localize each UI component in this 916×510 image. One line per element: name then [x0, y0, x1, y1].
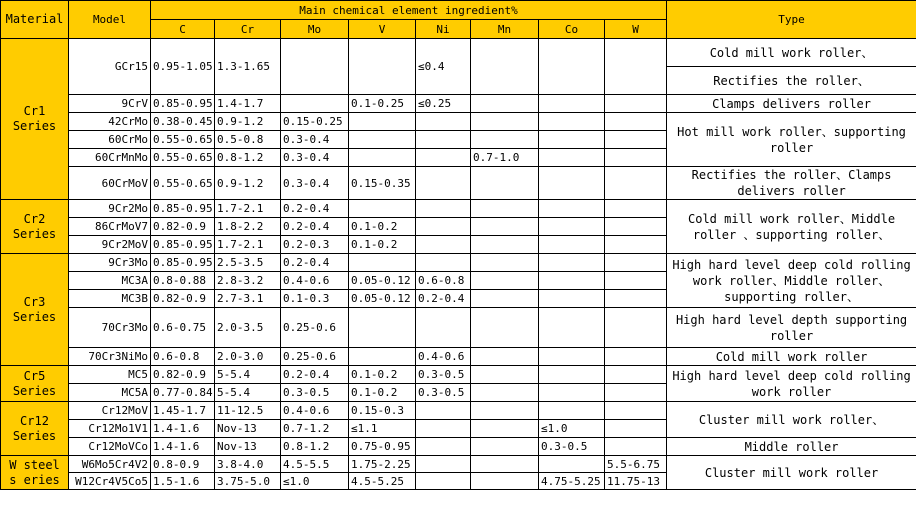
value-cell [471, 290, 539, 308]
value-cell: 0.2-0.4 [416, 290, 471, 308]
value-cell [539, 348, 605, 366]
value-cell [471, 272, 539, 290]
model-cell: 42CrMo [69, 113, 151, 131]
value-cell: 0.3-0.5 [416, 384, 471, 402]
value-cell [539, 200, 605, 218]
value-cell [416, 438, 471, 456]
type-cell: Rectifies the roller、Clamps delivers roller [667, 167, 916, 200]
value-cell [539, 272, 605, 290]
value-cell [471, 366, 539, 384]
value-cell [539, 366, 605, 384]
model-cell: 60CrMoV [69, 167, 151, 200]
value-cell: 0.05-0.12 [349, 272, 416, 290]
value-cell: 0.55-0.65 [151, 131, 215, 149]
value-cell [416, 113, 471, 131]
value-cell: 0.4-0.6 [416, 348, 471, 366]
value-cell: 0.82-0.9 [151, 218, 215, 236]
header-element: C [151, 20, 215, 39]
value-cell: ≤0.4 [416, 39, 471, 95]
value-cell: 0.3-0.4 [281, 149, 349, 167]
model-cell: 70Cr3NiMo [69, 348, 151, 366]
table-row [1, 113, 916, 131]
header-material: Material [1, 1, 69, 39]
table-row [1, 456, 916, 473]
value-cell [471, 39, 539, 95]
table-row [1, 95, 916, 113]
table-row [1, 254, 916, 272]
model-cell: MC5 [69, 366, 151, 384]
value-cell: ≤1.0 [281, 473, 349, 490]
model-cell: Cr12MoVCo [69, 438, 151, 456]
value-cell: 0.15-0.25 [281, 113, 349, 131]
value-cell: 0.2-0.4 [281, 218, 349, 236]
value-cell: 1.8-2.2 [215, 218, 281, 236]
value-cell: 0.2-0.3 [281, 236, 349, 254]
value-cell [471, 348, 539, 366]
value-cell: 0.3-0.4 [281, 167, 349, 200]
value-cell: 1.75-2.25 [349, 456, 416, 473]
value-cell [605, 348, 667, 366]
value-cell: 0.7-1.2 [281, 420, 349, 438]
material-label: Cr2 Series [1, 200, 69, 254]
value-cell: 0.5-0.8 [215, 131, 281, 149]
header-element: Cr [215, 20, 281, 39]
value-cell: 1.4-1.6 [151, 420, 215, 438]
value-cell: 3.75-5.0 [215, 473, 281, 490]
value-cell: 0.9-1.2 [215, 113, 281, 131]
value-cell: ≤0.25 [416, 95, 471, 113]
value-cell [416, 200, 471, 218]
model-cell: 86CrMoV7 [69, 218, 151, 236]
value-cell: 0.25-0.6 [281, 348, 349, 366]
value-cell [416, 420, 471, 438]
value-cell [605, 95, 667, 113]
header-element: Ni [416, 20, 471, 39]
header-element: W [605, 20, 667, 39]
header-element: Mn [471, 20, 539, 39]
value-cell [471, 438, 539, 456]
value-cell: 0.8-0.88 [151, 272, 215, 290]
value-cell [416, 308, 471, 348]
model-cell: Cr12MoV [69, 402, 151, 420]
value-cell: 0.8-1.2 [281, 438, 349, 456]
model-cell: 9Cr2Mo [69, 200, 151, 218]
type-cell: High hard level deep cold rolling work roller [667, 366, 916, 402]
value-cell: 0.1-0.3 [281, 290, 349, 308]
value-cell: 0.1-0.2 [349, 236, 416, 254]
value-cell: 2.0-3.0 [215, 348, 281, 366]
type-cell: Middle roller [667, 438, 916, 456]
value-cell [416, 131, 471, 149]
type-cell: Cold mill work roller、 [667, 39, 916, 67]
model-cell: 9CrV [69, 95, 151, 113]
value-cell: 0.55-0.65 [151, 149, 215, 167]
value-cell: 0.15-0.35 [349, 167, 416, 200]
material-label: Cr5 Series [1, 366, 69, 402]
value-cell: 0.6-0.8 [151, 348, 215, 366]
value-cell: 1.3-1.65 [215, 39, 281, 95]
value-cell [416, 149, 471, 167]
header-ingredient: Main chemical element ingredient% [151, 1, 667, 20]
value-cell [471, 236, 539, 254]
value-cell [539, 236, 605, 254]
value-cell [539, 402, 605, 420]
value-cell: 1.4-1.6 [151, 438, 215, 456]
value-cell [539, 167, 605, 200]
value-cell: 0.4-0.6 [281, 402, 349, 420]
value-cell: 1.5-1.6 [151, 473, 215, 490]
model-cell: 60CrMo [69, 131, 151, 149]
value-cell [605, 254, 667, 272]
value-cell [349, 131, 416, 149]
value-cell: 0.1-0.25 [349, 95, 416, 113]
value-cell [539, 308, 605, 348]
value-cell [349, 113, 416, 131]
value-cell [539, 39, 605, 95]
value-cell: 0.3-0.5 [281, 384, 349, 402]
value-cell: 0.6-0.75 [151, 308, 215, 348]
value-cell: 0.75-0.95 [349, 438, 416, 456]
value-cell: 11.75-13 [605, 473, 667, 490]
type-cell: Clamps delivers roller [667, 95, 916, 113]
value-cell [416, 402, 471, 420]
value-cell: 4.5-5.5 [281, 456, 349, 473]
value-cell [605, 272, 667, 290]
value-cell [349, 348, 416, 366]
value-cell [539, 149, 605, 167]
material-label: Cr1 Series [1, 39, 69, 200]
model-cell: MC3A [69, 272, 151, 290]
type-cell: Rectifies the roller、 [667, 67, 916, 95]
value-cell [605, 366, 667, 384]
table-row [1, 438, 916, 456]
table-row [1, 402, 916, 420]
header-type: Type [667, 1, 916, 39]
value-cell: 0.82-0.9 [151, 366, 215, 384]
value-cell [605, 39, 667, 95]
value-cell: 0.55-0.65 [151, 167, 215, 200]
value-cell: 0.15-0.3 [349, 402, 416, 420]
type-cell: High hard level deep cold rolling work roller、Middle roller、supporting roller、 [667, 254, 916, 308]
value-cell [605, 113, 667, 131]
value-cell [471, 95, 539, 113]
value-cell [471, 420, 539, 438]
value-cell [471, 218, 539, 236]
value-cell: 0.85-0.95 [151, 200, 215, 218]
value-cell [539, 290, 605, 308]
value-cell: 1.45-1.7 [151, 402, 215, 420]
value-cell [349, 39, 416, 95]
value-cell: 0.82-0.9 [151, 290, 215, 308]
value-cell [605, 308, 667, 348]
header-element: Co [539, 20, 605, 39]
value-cell: 0.3-0.5 [539, 438, 605, 456]
value-cell: 5-5.4 [215, 384, 281, 402]
value-cell [539, 95, 605, 113]
type-cell: Cold mill work roller [667, 348, 916, 366]
type-cell: Cold mill work roller、Middle roller 、supporting roller、 [667, 200, 916, 254]
value-cell [471, 167, 539, 200]
value-cell [349, 200, 416, 218]
value-cell [605, 218, 667, 236]
material-label: W steel s eries [1, 456, 69, 490]
table-row [1, 348, 916, 366]
value-cell: 0.77-0.84 [151, 384, 215, 402]
value-cell: ≤1.0 [539, 420, 605, 438]
table-row [1, 200, 916, 218]
value-cell: 0.7-1.0 [471, 149, 539, 167]
value-cell: Nov-13 [215, 420, 281, 438]
value-cell [349, 254, 416, 272]
value-cell [416, 236, 471, 254]
value-cell: 0.2-0.4 [281, 200, 349, 218]
material-label: Cr3 Series [1, 254, 69, 366]
value-cell: 3.8-4.0 [215, 456, 281, 473]
model-cell: 60CrMnMo [69, 149, 151, 167]
value-cell [471, 113, 539, 131]
value-cell [605, 236, 667, 254]
value-cell: 0.9-1.2 [215, 167, 281, 200]
value-cell: 0.95-1.05 [151, 39, 215, 95]
model-cell: MC5A [69, 384, 151, 402]
value-cell [605, 384, 667, 402]
type-cell: Cluster mill work roller、 [667, 402, 916, 438]
value-cell [605, 290, 667, 308]
value-cell: 1.4-1.7 [215, 95, 281, 113]
value-cell [605, 131, 667, 149]
value-cell [416, 473, 471, 490]
value-cell [349, 149, 416, 167]
type-cell: Hot mill work roller、supporting roller [667, 113, 916, 167]
value-cell [539, 131, 605, 149]
table-row [1, 308, 916, 348]
value-cell: 5-5.4 [215, 366, 281, 384]
header-element: Mo [281, 20, 349, 39]
value-cell [471, 402, 539, 420]
value-cell: 0.2-0.4 [281, 366, 349, 384]
value-cell: 0.38-0.45 [151, 113, 215, 131]
value-cell [349, 308, 416, 348]
model-cell: MC3B [69, 290, 151, 308]
table-row [1, 167, 916, 200]
value-cell: 5.5-6.75 [605, 456, 667, 473]
table-row [1, 366, 916, 384]
material-label: Cr12 Series [1, 402, 69, 456]
value-cell [539, 456, 605, 473]
value-cell: 2.7-3.1 [215, 290, 281, 308]
model-cell: 9Cr3Mo [69, 254, 151, 272]
value-cell: 0.1-0.2 [349, 384, 416, 402]
model-cell: 70Cr3Mo [69, 308, 151, 348]
value-cell: 0.3-0.5 [416, 366, 471, 384]
value-cell [281, 95, 349, 113]
value-cell: 0.6-0.8 [416, 272, 471, 290]
value-cell [605, 438, 667, 456]
model-cell: Cr12Mo1V1 [69, 420, 151, 438]
value-cell: 2.5-3.5 [215, 254, 281, 272]
value-cell: 0.8-1.2 [215, 149, 281, 167]
value-cell [605, 402, 667, 420]
value-cell [416, 456, 471, 473]
value-cell: 0.4-0.6 [281, 272, 349, 290]
value-cell: 0.25-0.6 [281, 308, 349, 348]
value-cell: 0.2-0.4 [281, 254, 349, 272]
value-cell [539, 254, 605, 272]
value-cell [416, 218, 471, 236]
value-cell: 2.0-3.5 [215, 308, 281, 348]
value-cell [281, 39, 349, 95]
header-element: V [349, 20, 416, 39]
value-cell: 0.85-0.95 [151, 254, 215, 272]
table-row [1, 39, 916, 67]
model-cell: W6Mo5Cr4V2 [69, 456, 151, 473]
value-cell: 0.1-0.2 [349, 366, 416, 384]
value-cell: 1.7-2.1 [215, 200, 281, 218]
value-cell [605, 420, 667, 438]
value-cell [539, 218, 605, 236]
header-model: Model [69, 1, 151, 39]
value-cell [471, 131, 539, 149]
value-cell: 0.3-0.4 [281, 131, 349, 149]
value-cell: Nov-13 [215, 438, 281, 456]
value-cell [471, 456, 539, 473]
value-cell [471, 308, 539, 348]
value-cell [539, 384, 605, 402]
value-cell: 0.8-0.9 [151, 456, 215, 473]
value-cell: 0.1-0.2 [349, 218, 416, 236]
value-cell: 2.8-3.2 [215, 272, 281, 290]
value-cell [416, 167, 471, 200]
value-cell: ≤1.1 [349, 420, 416, 438]
value-cell: 11-12.5 [215, 402, 281, 420]
value-cell [471, 254, 539, 272]
value-cell [471, 384, 539, 402]
value-cell [416, 254, 471, 272]
value-cell: 0.85-0.95 [151, 95, 215, 113]
value-cell: 0.05-0.12 [349, 290, 416, 308]
value-cell: 1.7-2.1 [215, 236, 281, 254]
value-cell [605, 200, 667, 218]
model-cell: 9Cr2MoV [69, 236, 151, 254]
value-cell: 4.5-5.25 [349, 473, 416, 490]
type-cell: High hard level depth supporting roller [667, 308, 916, 348]
model-cell: GCr15 [69, 39, 151, 95]
value-cell [605, 149, 667, 167]
value-cell [471, 473, 539, 490]
model-cell: W12Cr4V5Co5 [69, 473, 151, 490]
value-cell [471, 200, 539, 218]
type-cell: Cluster mill work roller [667, 456, 916, 490]
value-cell [605, 167, 667, 200]
value-cell: 0.85-0.95 [151, 236, 215, 254]
value-cell [539, 113, 605, 131]
value-cell: 4.75-5.25 [539, 473, 605, 490]
